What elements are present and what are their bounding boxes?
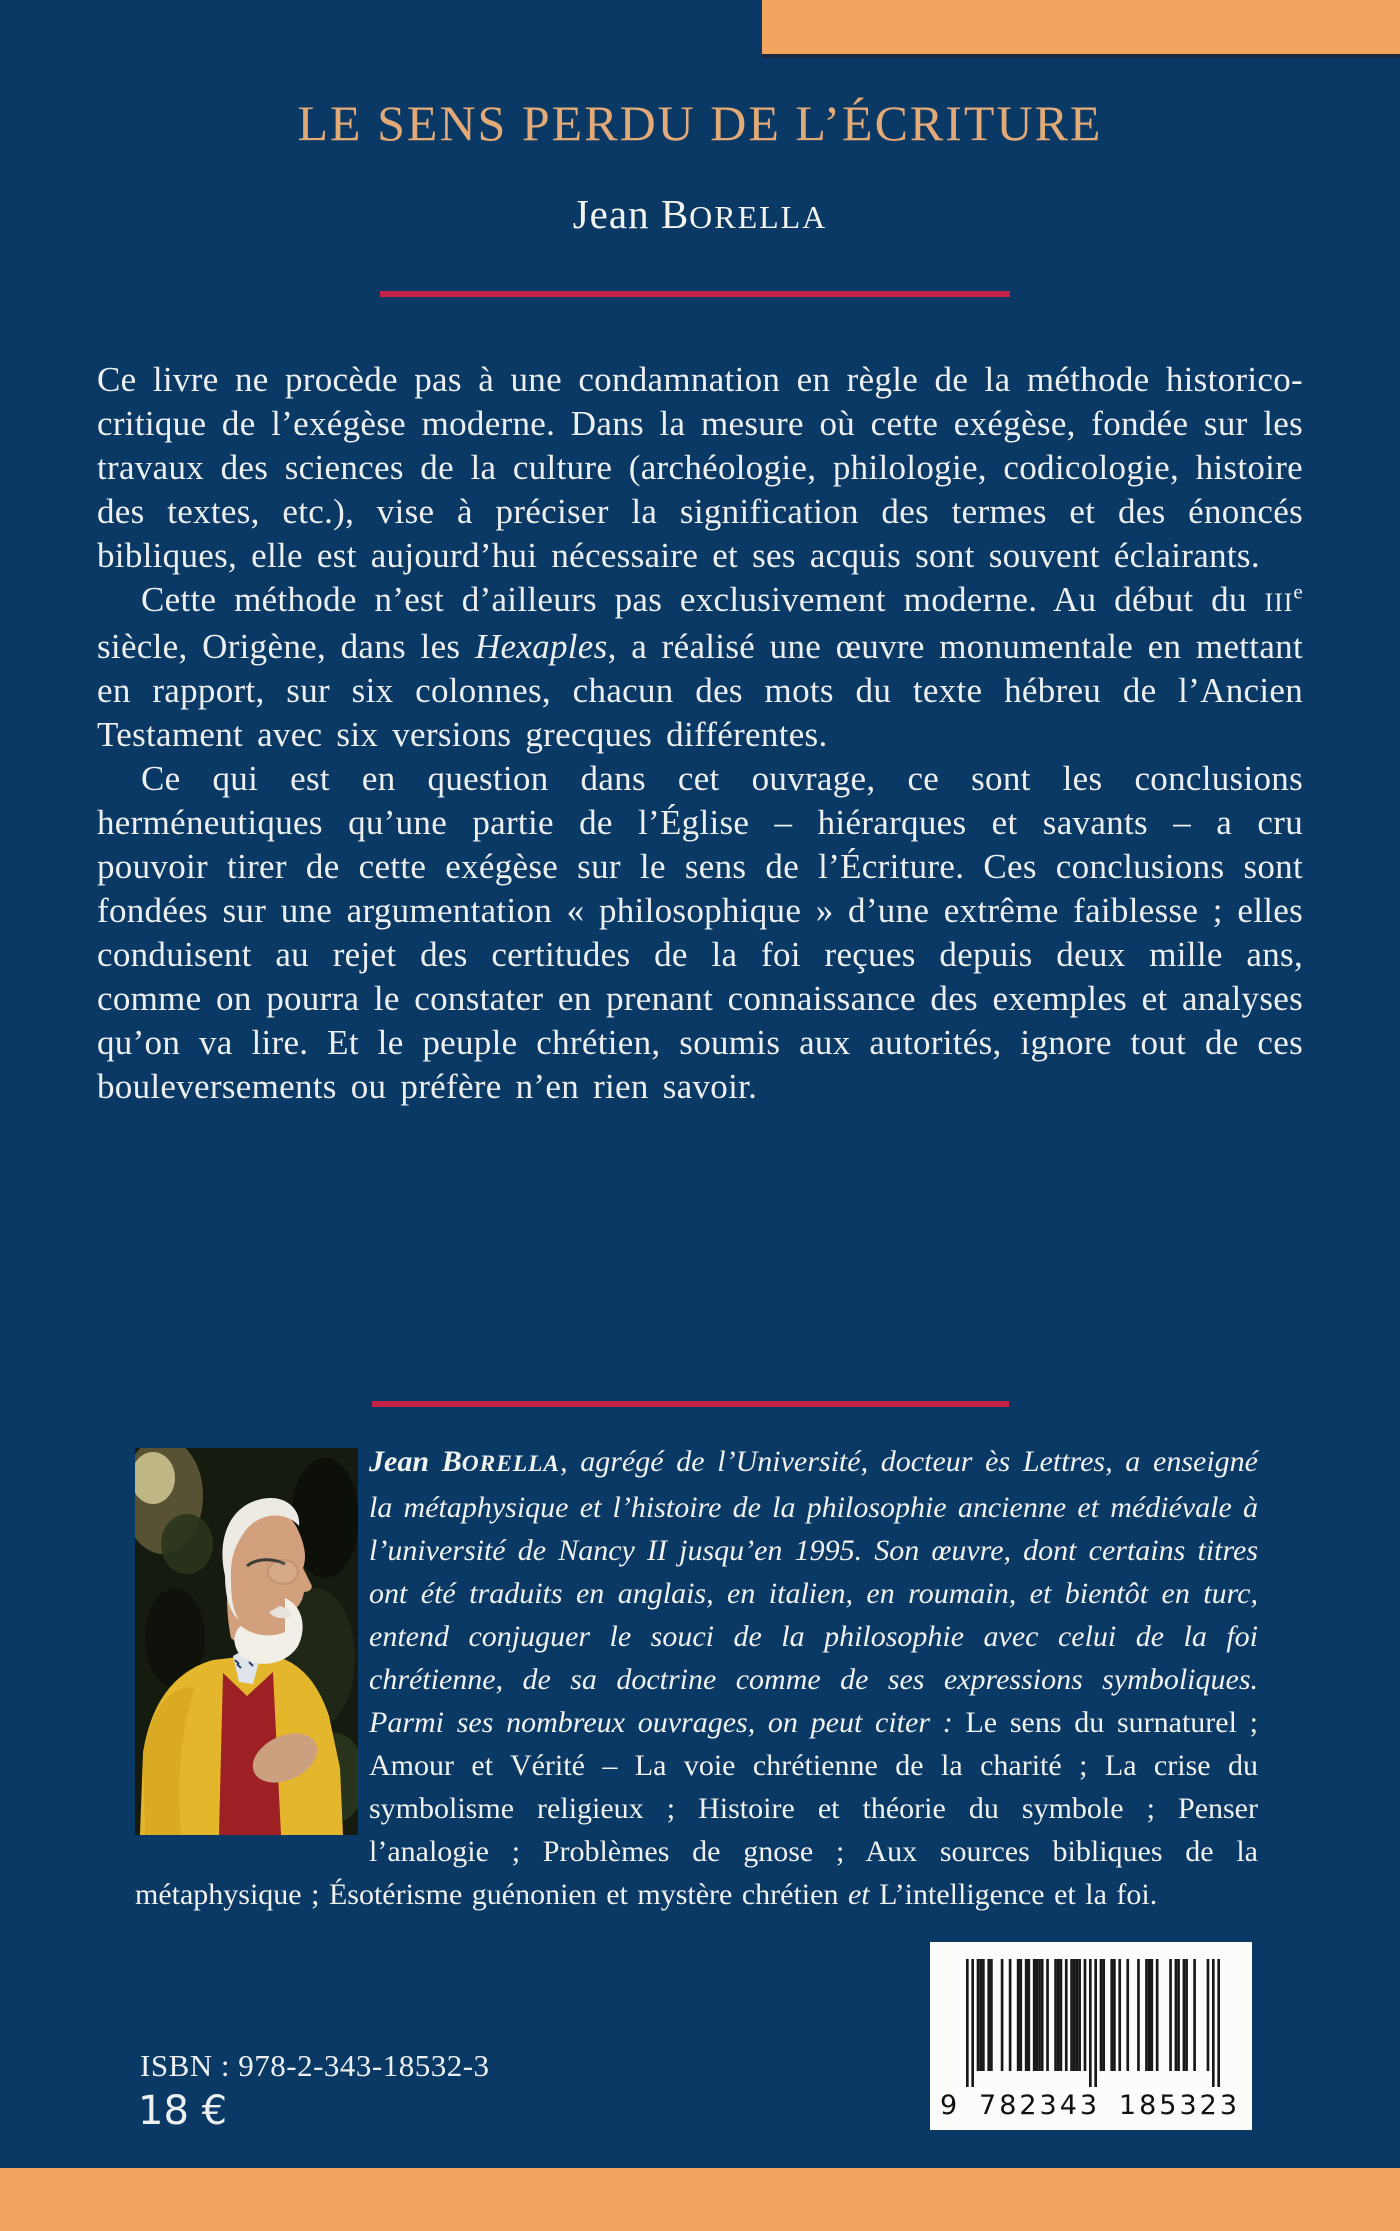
bio-italic-text: , agrégé de l’Université, docteur ès Lettres, a enseigné la métaphysique et l’histoire de la philosophie ancienne et médiévale à l’université de Nancy II jusqu’en 1995. Son œuvre, dont certains titres ont été traduits en anglais, en italien, en roumain, et bientôt en turc, entend conjuguer le souci de la philosophie avec celui de la foi chrétienne, de sa doctrine comme de ses expressions symboliques. Parmi ses nombreux ouvrages, on peut citer : xyxy=(369,1445,1258,1739)
orange-bottom-band xyxy=(0,2168,1400,2231)
red-divider-bottom xyxy=(372,1401,1009,1407)
barcode-digits xyxy=(940,2090,1240,2121)
synopsis-text xyxy=(97,358,1303,1109)
bio-works-list: Le sens du surnaturel ; Amour et Vérité – La voie chrétienne de la charité ; La crise du symbolisme religieux ; Histoire et théorie du symbole ; Penser l’analogie ; Problèmes de gnose ; Aux sources bibliques de la métaphysique ; Ésotérisme guénonien et mystère chrétien xyxy=(135,1706,1258,1911)
price-text: 18 € xyxy=(138,2088,228,2134)
synopsis-p2-text: Cette méthode n’est d’ailleurs pas exclusivement moderne. Au début du xyxy=(141,580,1265,619)
barcode-digit-group: 185323 xyxy=(1118,2090,1240,2121)
barcode-digit-group: 782343 xyxy=(979,2090,1101,2121)
barcode-bars xyxy=(966,1959,1220,2087)
work-title-hexaples: Hexaples xyxy=(474,627,608,666)
author-name-smallcaps: ORELLA xyxy=(689,200,828,235)
red-divider-top xyxy=(380,291,1010,297)
book-title: LE SENS PERDU DE L’ÉCRITURE xyxy=(297,95,1103,151)
bio-author-name-smallcaps: ORELLA xyxy=(461,1451,561,1477)
orange-corner-tab xyxy=(762,0,1400,58)
bio-author-name-first: Jean B xyxy=(369,1445,462,1478)
author-bio xyxy=(135,1440,1258,1916)
synopsis-paragraph-1: Ce livre ne procède pas à une condamnation en règle de la méthode historico-critique de l’exégèse moderne. Dans la mesure où cette exégèse, fondée sur les travaux des sciences de la culture (archéologie, philologie, codicologie, histoire des textes, etc.), vise à préciser la signification des termes et des énoncés bibliques, elle est aujourd’hui nécessaire et ses acquis sont souvent éclairants. xyxy=(97,360,1303,575)
bio-last-work: L’intelligence et la foi. xyxy=(879,1878,1158,1911)
roman-numeral: III xyxy=(1264,588,1294,617)
synopsis-p2-text: siècle, Origène, dans les xyxy=(97,627,475,666)
bio-author-name xyxy=(369,1445,560,1478)
barcode xyxy=(930,1942,1252,2130)
synopsis-paragraph-3: Ce qui est en question dans cet ouvrage, ce sont les conclusions herméneutiques qu’une partie de l’Église – hiérarques et savants – a cru pouvoir tirer de cette exégèse sur le sens de l’Écriture. Ces conclusions sont fondées sur une argumentation « philosophique » d’une extrême faiblesse ; elles conduisent au rejet des certitudes de la foi reçues depuis deux mille ans, comme on pourra le constater en prenant connaissance des exemples et analyses qu’on va lire. Et le peuple chrétien, soumis aux autorités, ignore tout de ces bouleversements ou préfère n’en rien savoir. xyxy=(97,759,1303,1106)
synopsis-p2-text: , a réalisé une œuvre monumentale en mettant en rapport, sur six colonnes, chacun des mots du texte hébreu de l’Ancien Testament avec six versions grecques différentes. xyxy=(97,627,1303,754)
author-photo xyxy=(135,1448,358,1835)
isbn-text: ISBN : 978-2-343-18532-3 xyxy=(140,2048,490,2083)
author-name-first: Jean B xyxy=(572,191,690,237)
synopsis-paragraph-2 xyxy=(97,578,1303,757)
bio-conjunction: et xyxy=(847,1878,880,1911)
barcode-digit-group: 9 xyxy=(940,2090,961,2121)
author-name xyxy=(0,190,1400,238)
ordinal-superscript: e xyxy=(1293,579,1303,604)
author-photo-illustration xyxy=(135,1448,358,1835)
